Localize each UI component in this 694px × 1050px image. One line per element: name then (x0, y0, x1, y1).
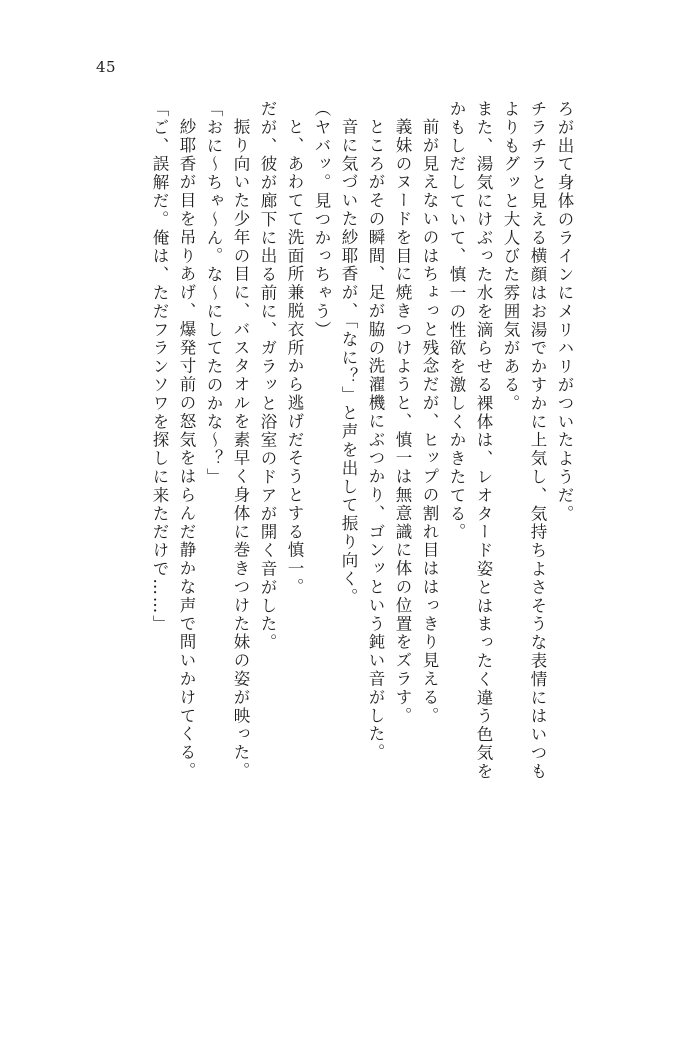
text-line: チラチラと見える横顔はお湯でかすかに上気し、気持ちよさそうな表情にはいつも (528, 100, 547, 781)
text-line: （ヤバッ。見つかっちゃう） (312, 100, 331, 340)
text-line: 「おに～ちゃ～ん。な～にしてたのかな～？」 (204, 100, 223, 487)
text-line: よりもグッと大人びた雰囲気がある。 (501, 100, 520, 413)
text-line: 「ご、誤解だ。俺は、ただフランソワを探しに来ただけで……」 (150, 100, 169, 634)
page-number: 45 (96, 58, 117, 76)
text-line: 振り向いた少年の目に、バスタオルを素早く身体に巻きつけた妹の姿が映った。 (231, 118, 250, 781)
text-line: 前が見えないのはちょっと残念だが、ヒップの割れ目ははっきり見える。 (420, 118, 439, 726)
text-line: かもしだしていて、慎一の性欲を激しくかきたてる。 (447, 100, 466, 542)
vertical-text-body (60, 100, 572, 960)
text-line: と、あわてて洗面所兼脱衣所から逃げだそうとする慎一。 (285, 118, 304, 597)
text-line: 紗耶香が目を吊りあげ、爆発寸前の怒気をはらんだ静かな声で問いかけてくる。 (177, 118, 196, 781)
text-line: だが、彼が廊下に出る前に、ガラッと浴室のドアが開く音がした。 (258, 100, 277, 652)
text-line: 音に気づいた紗耶香が、「なに？」と声を出して振り向く。 (339, 118, 358, 607)
text-line: また、湯気にけぶった水を滴らせる裸体は、レオタード姿とはまったく違う色気を (474, 100, 493, 781)
text-line: ろが出て身体のラインにメリハリがついたようだ。 (555, 100, 574, 524)
text-line: 義妹のヌードを目に焼きつけようと、慎一は無意識に体の位置をズラす。 (393, 118, 412, 726)
text-line: ところがその瞬間、足が脇の洗濯機にぶつかり、ゴンッという鈍い音がした。 (366, 118, 385, 762)
